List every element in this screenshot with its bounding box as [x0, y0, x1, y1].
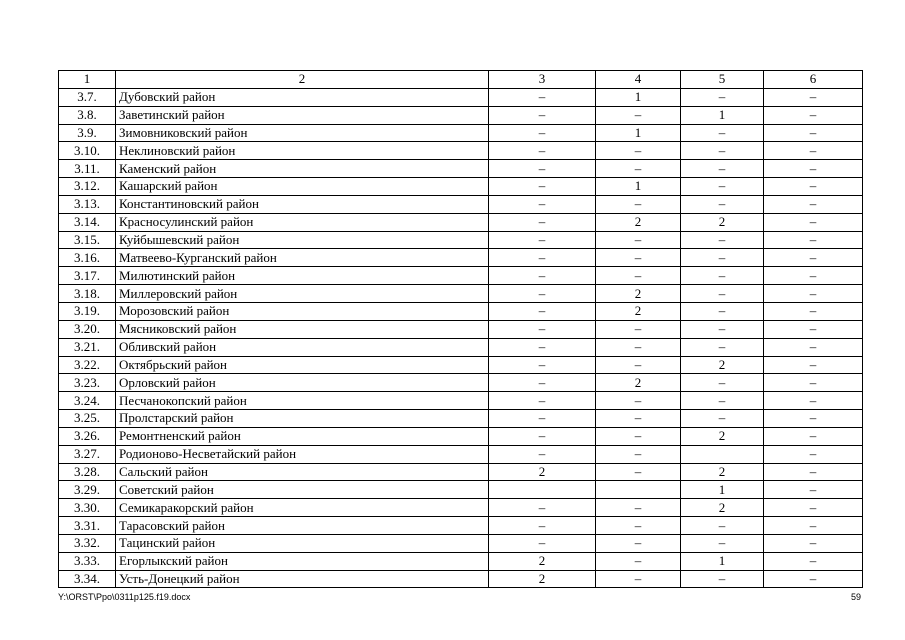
table-row [59, 302, 863, 320]
col-6-value: – [764, 338, 863, 356]
col-5-value: – [681, 302, 764, 320]
district-name: Милютинский район [116, 267, 489, 285]
col-3-value: – [489, 88, 596, 106]
col-6-value: – [764, 213, 863, 231]
col-4-value: 2 [596, 374, 681, 392]
table-row [59, 410, 863, 428]
row-number: 3.34. [59, 570, 116, 588]
col-5-value: – [681, 517, 764, 535]
col-6-value: – [764, 356, 863, 374]
col-5-value: 1 [681, 106, 764, 124]
col-6-value: – [764, 410, 863, 428]
col-6-value: – [764, 142, 863, 160]
col-3-value: 2 [489, 552, 596, 570]
table-row [59, 195, 863, 213]
row-number: 3.8. [59, 106, 116, 124]
col-4-value: 1 [596, 124, 681, 142]
col-5-value: – [681, 249, 764, 267]
col-3-value [489, 481, 596, 499]
district-name: Семикаракорский район [116, 499, 489, 517]
district-name: Дубовский район [116, 88, 489, 106]
col-3-value: – [489, 231, 596, 249]
col-6-value: – [764, 374, 863, 392]
district-name: Орловский район [116, 374, 489, 392]
col-5-value: 2 [681, 356, 764, 374]
row-number: 3.15. [59, 231, 116, 249]
col-6-value: – [764, 392, 863, 410]
col-3-value: – [489, 374, 596, 392]
col-4-value: – [596, 517, 681, 535]
col-6-value: – [764, 267, 863, 285]
table-row [59, 374, 863, 392]
col-3-value: – [489, 213, 596, 231]
col-5-value: 2 [681, 213, 764, 231]
col-3-value: – [489, 338, 596, 356]
district-name: Кашарский район [116, 178, 489, 196]
district-name: Куйбышевский район [116, 231, 489, 249]
district-name: Зимовниковский район [116, 124, 489, 142]
col-3-value: – [489, 410, 596, 428]
district-name: Каменский район [116, 160, 489, 178]
col-3-value: – [489, 124, 596, 142]
col-5-value: – [681, 178, 764, 196]
col-4-value: – [596, 534, 681, 552]
row-number: 3.29. [59, 481, 116, 499]
col-5-value [681, 445, 764, 463]
col-4-value: – [596, 499, 681, 517]
col-6-value: – [764, 427, 863, 445]
col-3-value: – [489, 195, 596, 213]
col-5-value: – [681, 374, 764, 392]
col-5-value: 1 [681, 481, 764, 499]
row-number: 3.27. [59, 445, 116, 463]
col-4-value: – [596, 195, 681, 213]
col-6-value: – [764, 88, 863, 106]
col-5-value: – [681, 338, 764, 356]
col-5-value: – [681, 320, 764, 338]
col-6-value: – [764, 231, 863, 249]
row-number: 3.12. [59, 178, 116, 196]
col-3-value: – [489, 320, 596, 338]
col-6-value: – [764, 534, 863, 552]
header-cell-3: 3 [489, 71, 596, 89]
district-name: Ремонтненский район [116, 427, 489, 445]
col-4-value: – [596, 338, 681, 356]
table-row [59, 570, 863, 588]
col-5-value: 2 [681, 499, 764, 517]
col-5-value: – [681, 392, 764, 410]
col-4-value: – [596, 142, 681, 160]
col-6-value: – [764, 195, 863, 213]
row-number: 3.7. [59, 88, 116, 106]
col-3-value: – [489, 106, 596, 124]
col-6-value: – [764, 160, 863, 178]
col-4-value: 1 [596, 178, 681, 196]
col-5-value: – [681, 285, 764, 303]
col-5-value: 1 [681, 552, 764, 570]
col-6-value: – [764, 249, 863, 267]
district-name: Тарасовский район [116, 517, 489, 535]
district-name: Матвеево-Курганский район [116, 249, 489, 267]
row-number: 3.20. [59, 320, 116, 338]
row-number: 3.21. [59, 338, 116, 356]
table-row [59, 285, 863, 303]
table-row [59, 534, 863, 552]
col-3-value: – [489, 534, 596, 552]
col-4-value: 2 [596, 213, 681, 231]
col-4-value: – [596, 552, 681, 570]
table-row [59, 463, 863, 481]
table-row [59, 356, 863, 374]
table-row [59, 160, 863, 178]
col-3-value: 2 [489, 463, 596, 481]
header-cell-2: 2 [116, 71, 489, 89]
row-number: 3.19. [59, 302, 116, 320]
table-row [59, 499, 863, 517]
row-number: 3.32. [59, 534, 116, 552]
col-6-value: – [764, 552, 863, 570]
col-4-value: 2 [596, 285, 681, 303]
col-3-value: 2 [489, 570, 596, 588]
col-4-value: – [596, 249, 681, 267]
col-3-value: – [489, 427, 596, 445]
districts-table-container [58, 70, 862, 588]
header-cell-4: 4 [596, 71, 681, 89]
table-row [59, 427, 863, 445]
col-5-value: 2 [681, 427, 764, 445]
col-3-value: – [489, 499, 596, 517]
district-name: Пролстарский район [116, 410, 489, 428]
district-name: Заветинский район [116, 106, 489, 124]
district-name: Песчанокопский район [116, 392, 489, 410]
district-name: Егорлыкский район [116, 552, 489, 570]
table-body [59, 88, 863, 588]
col-4-value: – [596, 427, 681, 445]
col-6-value: – [764, 285, 863, 303]
col-5-value: – [681, 410, 764, 428]
col-4-value: – [596, 267, 681, 285]
col-6-value: – [764, 302, 863, 320]
col-3-value: – [489, 302, 596, 320]
table-row [59, 517, 863, 535]
table-row [59, 213, 863, 231]
row-number: 3.10. [59, 142, 116, 160]
districts-table [58, 70, 863, 588]
col-4-value: – [596, 392, 681, 410]
header-row [59, 71, 863, 89]
col-5-value: – [681, 570, 764, 588]
col-6-value: – [764, 463, 863, 481]
col-4-value: – [596, 570, 681, 588]
col-4-value: – [596, 445, 681, 463]
district-name: Сальский район [116, 463, 489, 481]
col-3-value: – [489, 517, 596, 535]
col-5-value: – [681, 231, 764, 249]
col-4-value: – [596, 231, 681, 249]
header-cell-1: 1 [59, 71, 116, 89]
col-6-value: – [764, 517, 863, 535]
table-row [59, 445, 863, 463]
header-cell-5: 5 [681, 71, 764, 89]
table-row [59, 392, 863, 410]
col-6-value: – [764, 178, 863, 196]
table-row [59, 320, 863, 338]
col-5-value: – [681, 534, 764, 552]
col-4-value: 2 [596, 302, 681, 320]
col-4-value: 1 [596, 88, 681, 106]
district-name: Неклиновский район [116, 142, 489, 160]
col-6-value: – [764, 499, 863, 517]
row-number: 3.33. [59, 552, 116, 570]
table-row [59, 124, 863, 142]
row-number: 3.17. [59, 267, 116, 285]
col-3-value: – [489, 285, 596, 303]
table-row [59, 481, 863, 499]
table-row [59, 106, 863, 124]
table-row [59, 338, 863, 356]
table-row [59, 231, 863, 249]
row-number: 3.14. [59, 213, 116, 231]
col-5-value: – [681, 124, 764, 142]
col-4-value: – [596, 463, 681, 481]
table-row [59, 249, 863, 267]
district-name: Константиновский район [116, 195, 489, 213]
row-number: 3.31. [59, 517, 116, 535]
district-name: Родионово-Несветайский район [116, 445, 489, 463]
col-5-value: – [681, 160, 764, 178]
row-number: 3.30. [59, 499, 116, 517]
col-4-value: – [596, 410, 681, 428]
district-name: Миллеровский район [116, 285, 489, 303]
col-6-value: – [764, 445, 863, 463]
col-3-value: – [489, 356, 596, 374]
row-number: 3.22. [59, 356, 116, 374]
col-4-value: – [596, 106, 681, 124]
table-row [59, 142, 863, 160]
row-number: 3.23. [59, 374, 116, 392]
col-4-value: – [596, 356, 681, 374]
row-number: 3.26. [59, 427, 116, 445]
table-row [59, 552, 863, 570]
col-3-value: – [489, 178, 596, 196]
district-name: Советский район [116, 481, 489, 499]
col-5-value: – [681, 195, 764, 213]
col-6-value: – [764, 124, 863, 142]
district-name: Мясниковский район [116, 320, 489, 338]
col-6-value: – [764, 481, 863, 499]
col-4-value [596, 481, 681, 499]
col-3-value: – [489, 249, 596, 267]
col-4-value: – [596, 320, 681, 338]
col-6-value: – [764, 320, 863, 338]
district-name: Тацинский район [116, 534, 489, 552]
col-3-value: – [489, 392, 596, 410]
col-3-value: – [489, 445, 596, 463]
district-name: Морозовский район [116, 302, 489, 320]
header-cell-6: 6 [764, 71, 863, 89]
row-number: 3.9. [59, 124, 116, 142]
col-3-value: – [489, 160, 596, 178]
col-3-value: – [489, 267, 596, 285]
col-5-value: 2 [681, 463, 764, 481]
col-6-value: – [764, 570, 863, 588]
row-number: 3.18. [59, 285, 116, 303]
footer-file-path: Y:\ORST\Ppo\0311p125.f19.docx [58, 592, 191, 602]
row-number: 3.25. [59, 410, 116, 428]
row-number: 3.13. [59, 195, 116, 213]
row-number: 3.24. [59, 392, 116, 410]
col-5-value: – [681, 142, 764, 160]
table-row [59, 88, 863, 106]
table-row [59, 267, 863, 285]
row-number: 3.28. [59, 463, 116, 481]
col-5-value: – [681, 267, 764, 285]
district-name: Обливский район [116, 338, 489, 356]
col-4-value: – [596, 160, 681, 178]
district-name: Усть-Донецкий район [116, 570, 489, 588]
district-name: Октябрьский район [116, 356, 489, 374]
col-6-value: – [764, 106, 863, 124]
row-number: 3.11. [59, 160, 116, 178]
district-name: Красносулинский район [116, 213, 489, 231]
col-5-value: – [681, 88, 764, 106]
footer-page-number: 59 [850, 592, 861, 602]
col-3-value: – [489, 142, 596, 160]
row-number: 3.16. [59, 249, 116, 267]
table-row [59, 178, 863, 196]
